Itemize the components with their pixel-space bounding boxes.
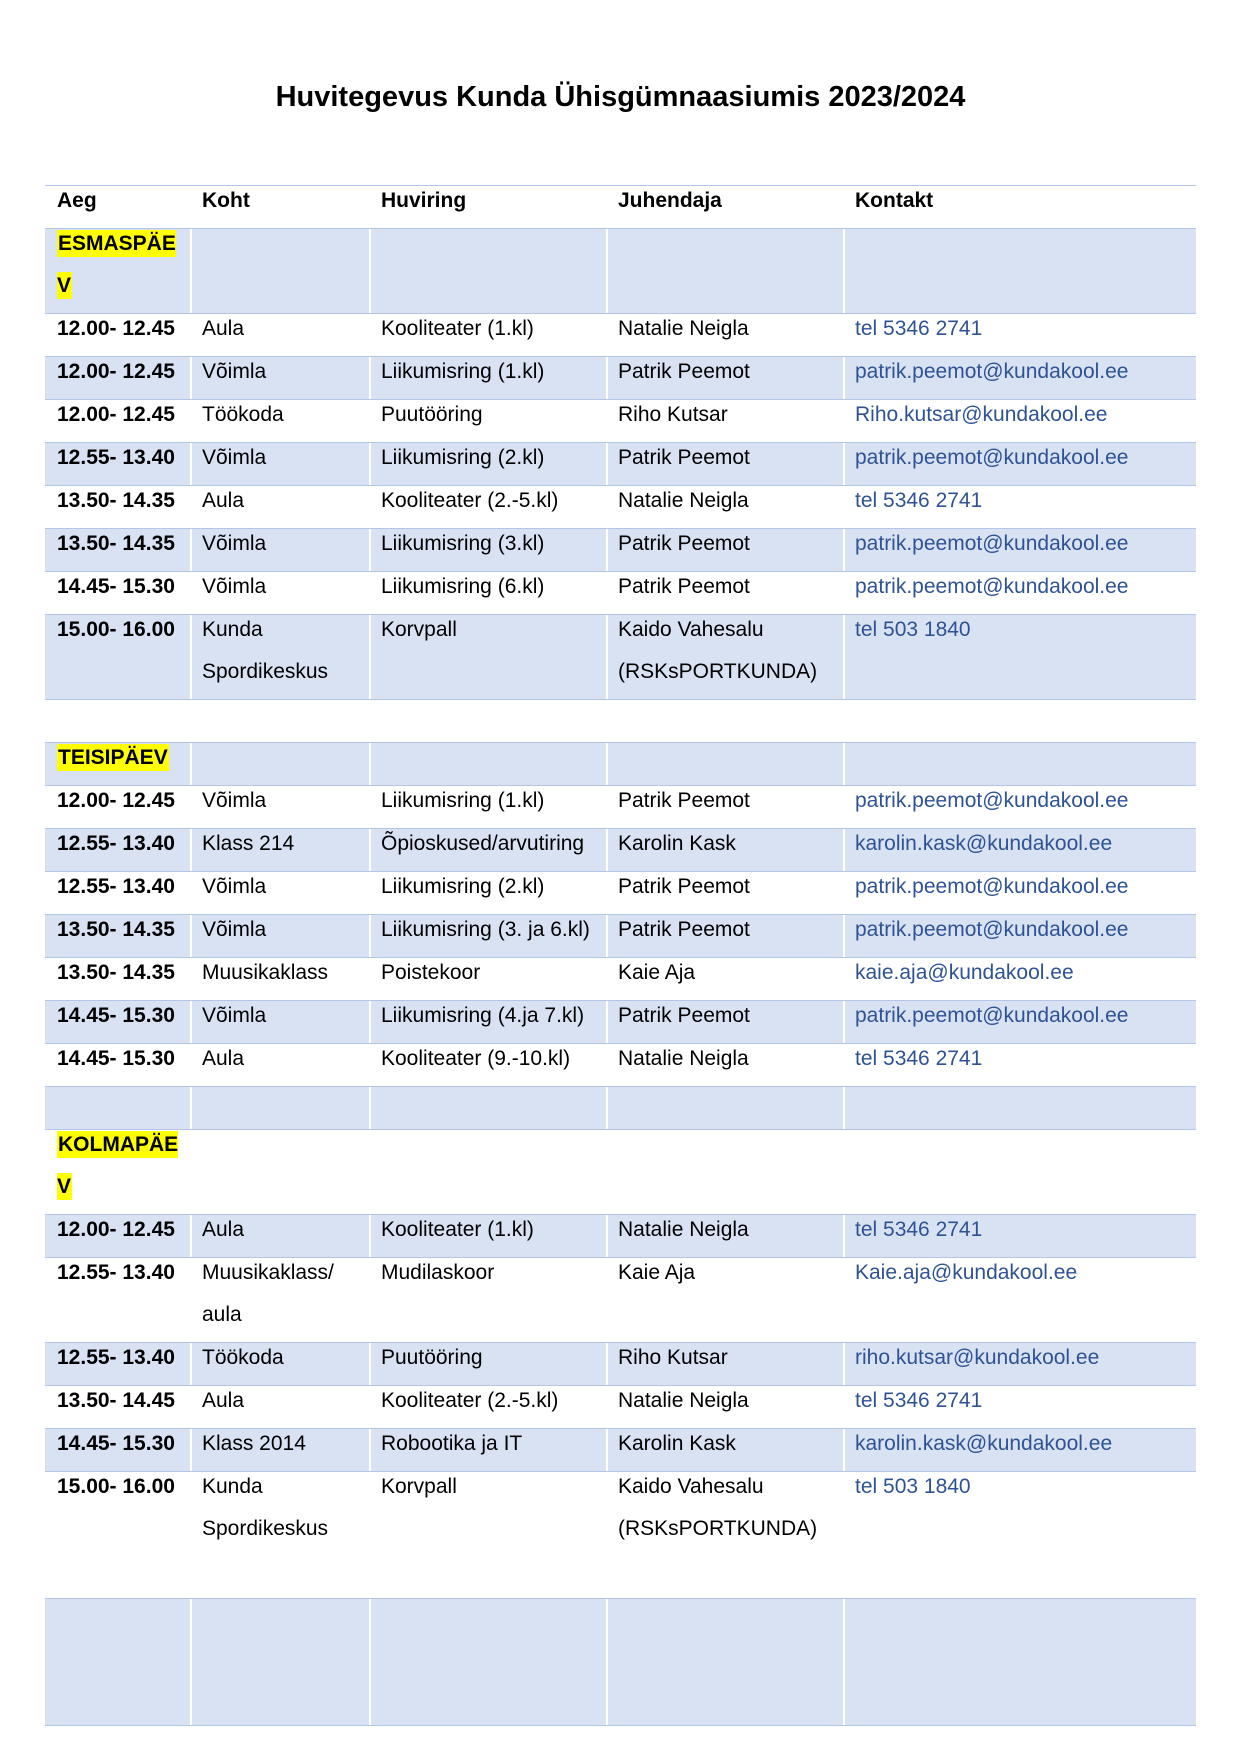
instructor-cell: Patrik Peemot — [618, 1004, 750, 1027]
table-row — [45, 957, 1196, 1000]
instructor-cell: Kaido Vahesalu (RSKsPORTKUNDA) — [618, 1475, 818, 1540]
instructor-cell: Patrik Peemot — [618, 575, 750, 598]
instructor-cell: Riho Kutsar — [618, 1346, 728, 1369]
instructor-cell: Patrik Peemot — [618, 918, 750, 941]
day-row — [45, 1129, 1196, 1214]
instructor-cell: Patrik Peemot — [618, 789, 750, 812]
contact-cell: kaie.aja@kundakool.ee — [855, 961, 1074, 984]
activity-cell: Liikumisring (2.kl) — [381, 446, 545, 469]
contact-cell: Riho.kutsar@kundakool.ee — [855, 403, 1108, 426]
table-row — [45, 1000, 1196, 1043]
activity-cell: Liikumisring (3. ja 6.kl) — [381, 918, 590, 941]
place-cell: Võimla — [202, 918, 267, 941]
day-row — [45, 742, 1196, 785]
time-cell: 15.00- 16.00 — [57, 618, 175, 641]
time-cell: 12.00- 12.45 — [57, 317, 175, 340]
column-header-contact: Kontakt — [855, 189, 934, 212]
table-row — [45, 1342, 1196, 1385]
instructor-cell: Riho Kutsar — [618, 403, 728, 426]
table-row — [45, 785, 1196, 828]
time-cell: 13.50- 14.45 — [57, 1389, 175, 1412]
time-cell: 12.00- 12.45 — [57, 789, 175, 812]
place-cell: Muusikaklass — [202, 961, 329, 984]
instructor-cell: Natalie Neigla — [618, 317, 749, 340]
table-row — [45, 1385, 1196, 1428]
time-cell: 12.55- 13.40 — [57, 1261, 175, 1284]
place-cell: Aula — [202, 1389, 245, 1412]
day-cell — [45, 737, 191, 779]
column-header-place: Koht — [202, 189, 250, 212]
contact-cell: karolin.kask@kundakool.ee — [855, 1432, 1113, 1455]
place-cell: Aula — [202, 317, 245, 340]
table-row — [45, 914, 1196, 957]
activity-cell: Kooliteater (2.-5.kl) — [381, 1389, 559, 1412]
instructor-cell: Natalie Neigla — [618, 1047, 749, 1070]
time-cell: 12.55- 13.40 — [57, 446, 175, 469]
spacer-row — [45, 1086, 1196, 1129]
place-cell: Võimla — [202, 875, 267, 898]
spacer-row — [45, 1598, 1196, 1725]
day-label: ESMASPÄEV — [57, 232, 176, 297]
contact-cell: patrik.peemot@kundakool.ee — [855, 532, 1129, 555]
table-row — [45, 399, 1196, 442]
activity-cell: Liikumisring (2.kl) — [381, 875, 545, 898]
contact-cell: patrik.peemot@kundakool.ee — [855, 789, 1129, 812]
activity-cell: Puutööring — [381, 1346, 483, 1369]
instructor-cell: Kaido Vahesalu (RSKsPORTKUNDA) — [618, 618, 818, 683]
activity-cell: Liikumisring (4.ja 7.kl) — [381, 1004, 585, 1027]
instructor-cell: Patrik Peemot — [618, 446, 750, 469]
instructor-cell: Patrik Peemot — [618, 360, 750, 383]
table-row — [45, 356, 1196, 399]
table-row — [45, 871, 1196, 914]
day-cell — [45, 1124, 191, 1208]
time-cell: 12.55- 13.40 — [57, 875, 175, 898]
time-cell: 13.50- 14.35 — [57, 489, 175, 512]
table-row — [45, 1471, 1196, 1598]
contact-cell: tel 5346 2741 — [855, 1047, 983, 1070]
contact-cell: patrik.peemot@kundakool.ee — [855, 918, 1129, 941]
activity-cell: Liikumisring (1.kl) — [381, 789, 545, 812]
activity-cell: Puutööring — [381, 403, 483, 426]
table-row — [45, 828, 1196, 871]
place-cell: Kunda Spordikeskus — [202, 618, 329, 683]
contact-cell: patrik.peemot@kundakool.ee — [855, 575, 1129, 598]
table-row — [45, 614, 1196, 699]
time-cell: 13.50- 14.35 — [57, 961, 175, 984]
instructor-cell: Kaie Aja — [618, 961, 696, 984]
instructor-cell: Patrik Peemot — [618, 532, 750, 555]
contact-cell: patrik.peemot@kundakool.ee — [855, 360, 1129, 383]
activity-cell: Poistekoor — [381, 961, 481, 984]
contact-cell: tel 5346 2741 — [855, 317, 983, 340]
time-cell: 14.45- 15.30 — [57, 1004, 175, 1027]
document-title: Huvitegevus Kunda Ühisgümnaasiumis 2023/2024 — [275, 81, 966, 113]
column-header-time: Aeg — [57, 189, 97, 212]
day-cell — [45, 223, 191, 307]
activity-cell: Robootika ja IT — [381, 1432, 523, 1455]
contact-cell: tel 5346 2741 — [855, 1218, 983, 1241]
column-header-activity: Huviring — [381, 189, 467, 212]
contact-cell: riho.kutsar@kundakool.ee — [855, 1346, 1100, 1369]
instructor-cell: Natalie Neigla — [618, 1218, 749, 1241]
table-row — [45, 313, 1196, 356]
instructor-cell: Natalie Neigla — [618, 489, 749, 512]
schedule-table — [45, 185, 1196, 1726]
place-cell: Klass 214 — [202, 832, 295, 855]
table-row — [45, 442, 1196, 485]
activity-cell: Kooliteater (1.kl) — [381, 317, 534, 340]
day-label: KOLMAPÄEV — [57, 1133, 179, 1198]
table-row — [45, 1257, 1196, 1342]
table-row — [45, 485, 1196, 528]
table-row — [45, 1428, 1196, 1471]
place-cell: Klass 2014 — [202, 1432, 306, 1455]
time-cell: 12.55- 13.40 — [57, 1346, 175, 1369]
instructor-cell: Natalie Neigla — [618, 1389, 749, 1412]
place-cell: Võimla — [202, 532, 267, 555]
contact-cell: patrik.peemot@kundakool.ee — [855, 446, 1129, 469]
activity-cell: Kooliteater (2.-5.kl) — [381, 489, 559, 512]
place-cell: Võimla — [202, 575, 267, 598]
contact-cell: Kaie.aja@kundakool.ee — [855, 1261, 1078, 1284]
time-cell: 14.45- 15.30 — [57, 575, 175, 598]
contact-cell: tel 503 1840 — [855, 1475, 971, 1498]
place-cell: Töökoda — [202, 403, 284, 426]
contact-cell: tel 5346 2741 — [855, 1389, 983, 1412]
table-header-row — [45, 185, 1196, 228]
activity-cell: Õpioskused/arvutiring — [381, 832, 585, 855]
instructor-cell: Kaie Aja — [618, 1261, 696, 1284]
activity-cell: Mudilaskoor — [381, 1261, 495, 1284]
time-cell: 13.50- 14.35 — [57, 918, 175, 941]
place-cell: Võimla — [202, 1004, 267, 1027]
place-cell: Aula — [202, 1047, 245, 1070]
table-row — [45, 528, 1196, 571]
place-cell: Võimla — [202, 360, 267, 383]
place-cell: Võimla — [202, 789, 267, 812]
column-header-instructor: Juhendaja — [618, 189, 722, 212]
time-cell: 12.00- 12.45 — [57, 360, 175, 383]
time-cell: 14.45- 15.30 — [57, 1432, 175, 1455]
table-row — [45, 571, 1196, 614]
time-cell: 13.50- 14.35 — [57, 532, 175, 555]
place-cell: Muusikaklass/ aula — [202, 1261, 334, 1326]
contact-cell: patrik.peemot@kundakool.ee — [855, 1004, 1129, 1027]
table-row — [45, 1043, 1196, 1086]
activity-cell: Liikumisring (3.kl) — [381, 532, 545, 555]
contact-cell: tel 5346 2741 — [855, 489, 983, 512]
activity-cell: Kooliteater (9.-10.kl) — [381, 1047, 571, 1070]
activity-cell: Liikumisring (1.kl) — [381, 360, 545, 383]
activity-cell: Kooliteater (1.kl) — [381, 1218, 534, 1241]
table-row — [45, 1214, 1196, 1257]
instructor-cell: Karolin Kask — [618, 832, 736, 855]
contact-cell: karolin.kask@kundakool.ee — [855, 832, 1113, 855]
activity-cell: Korvpall — [381, 1475, 457, 1498]
activity-cell: Korvpall — [381, 618, 457, 641]
time-cell: 12.00- 12.45 — [57, 1218, 175, 1241]
instructor-cell: Karolin Kask — [618, 1432, 736, 1455]
day-row — [45, 228, 1196, 313]
place-cell: Võimla — [202, 446, 267, 469]
contact-cell: tel 503 1840 — [855, 618, 971, 641]
contact-cell: patrik.peemot@kundakool.ee — [855, 875, 1129, 898]
time-cell: 15.00- 16.00 — [57, 1475, 175, 1498]
instructor-cell: Patrik Peemot — [618, 875, 750, 898]
activity-cell: Liikumisring (6.kl) — [381, 575, 545, 598]
place-cell: Töökoda — [202, 1346, 284, 1369]
place-cell: Aula — [202, 489, 245, 512]
time-cell: 12.00- 12.45 — [57, 403, 175, 426]
spacer-row — [45, 699, 1196, 742]
time-cell: 12.55- 13.40 — [57, 832, 175, 855]
day-label: TEISIPÄEV — [58, 746, 168, 769]
time-cell: 14.45- 15.30 — [57, 1047, 175, 1070]
place-cell: Aula — [202, 1218, 245, 1241]
place-cell: Kunda Spordikeskus — [202, 1475, 329, 1540]
